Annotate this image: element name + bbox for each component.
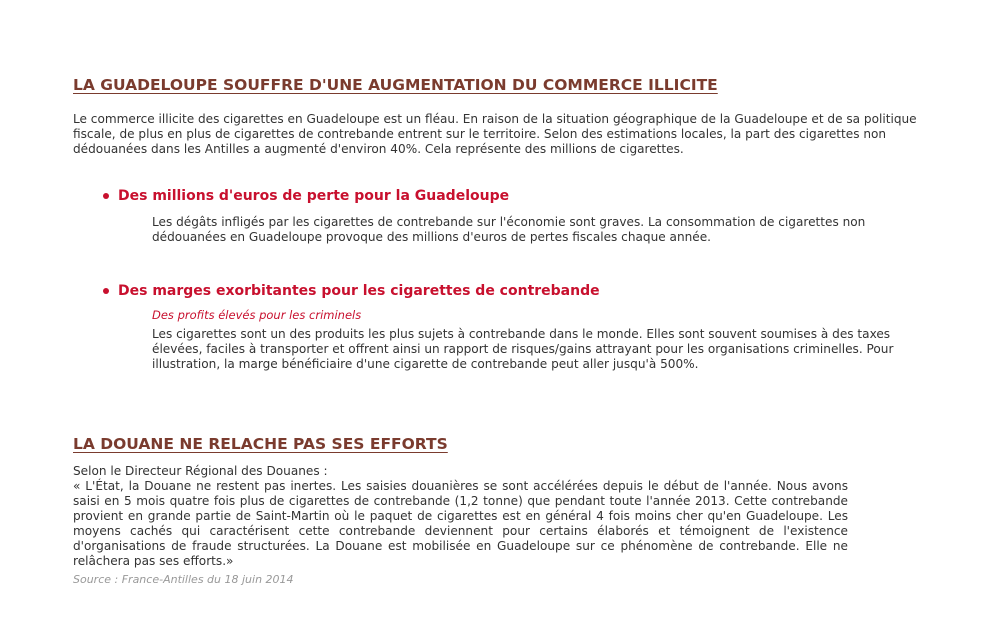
quote-paragraph: « L'État, la Douane ne restent pas inertes. Les saisies douanières se sont accélérées depuis le début de l'année. Nous avons saisi en 5 mois quatre fois plus de cigarettes de contrebande (1,2 tonne) que pendant toute l'année 2013. Cette contrebande provient en grande partie de Saint-Martin où le paquet de cigarettes est en général 4 fois moins cher qu'en Guadeloupe. Les moyens cachés qui caractérisent cette contrebande deviennent pour certains élaborés et témoignent de l'existence d'organisations de fraude structurées. La Douane est mobilisée en Guadeloupe sur ce phénomène de contrebande. Elle ne relâchera pas ses efforts.» [73, 479, 848, 568]
intro-paragraph: Le commerce illicite des cigarettes en Guadeloupe est un fléau. En raison de la situation géographique de la Guadeloupe et de sa politique fiscale, de plus en plus de cigarettes de contrebande entrent sur le territoire. Selon des estimations locales, la part des cigarettes non dédouanées dans les Antilles a augmenté d'environ 40%. Cela représente des millions de cigarettes. [73, 112, 917, 156]
source-citation: Source : France-Antilles du 18 juin 2014 [73, 573, 294, 586]
bullet-paragraph-pertes: Les dégâts infligés par les cigarettes de contrebande sur l'économie sont graves. La consommation de cigarettes non dédouanées en Guadeloupe provoque des millions d'euros de pertes fiscales chaque année. [152, 215, 866, 244]
bullet-subtitle-profits: Des profits élevés pour les criminels [152, 308, 362, 322]
quote-intro: Selon le Directeur Régional des Douanes : [73, 464, 328, 478]
section-title-commerce-illicite: LA GUADELOUPE SOUFFRE D'UNE AUGMENTATION DU COMMERCE ILLICITE [73, 76, 718, 94]
bullet-dot-icon [103, 193, 109, 199]
section-title-douane: LA DOUANE NE RELACHE PAS SES EFFORTS [73, 435, 448, 453]
bullet-heading-marges [103, 283, 600, 299]
bullet-paragraph-marges: Les cigarettes sont un des produits les plus sujets à contrebande dans le monde. Elles sont souvent soumises à des taxes élevées, faciles à transporter et offrent ainsi un rapport de risques/gains attrayant pour les organisations criminelles. Pour illustration, la marge bénéficiaire d'une cigarette de contrebande peut aller jusqu'à 500%. [152, 327, 894, 371]
bullet-heading-pertes [103, 188, 509, 204]
bullet-dot-icon [103, 288, 109, 294]
bullet-heading-label: Des marges exorbitantes pour les cigarettes de contrebande [118, 283, 600, 299]
bullet-heading-label: Des millions d'euros de perte pour la Guadeloupe [118, 188, 510, 204]
